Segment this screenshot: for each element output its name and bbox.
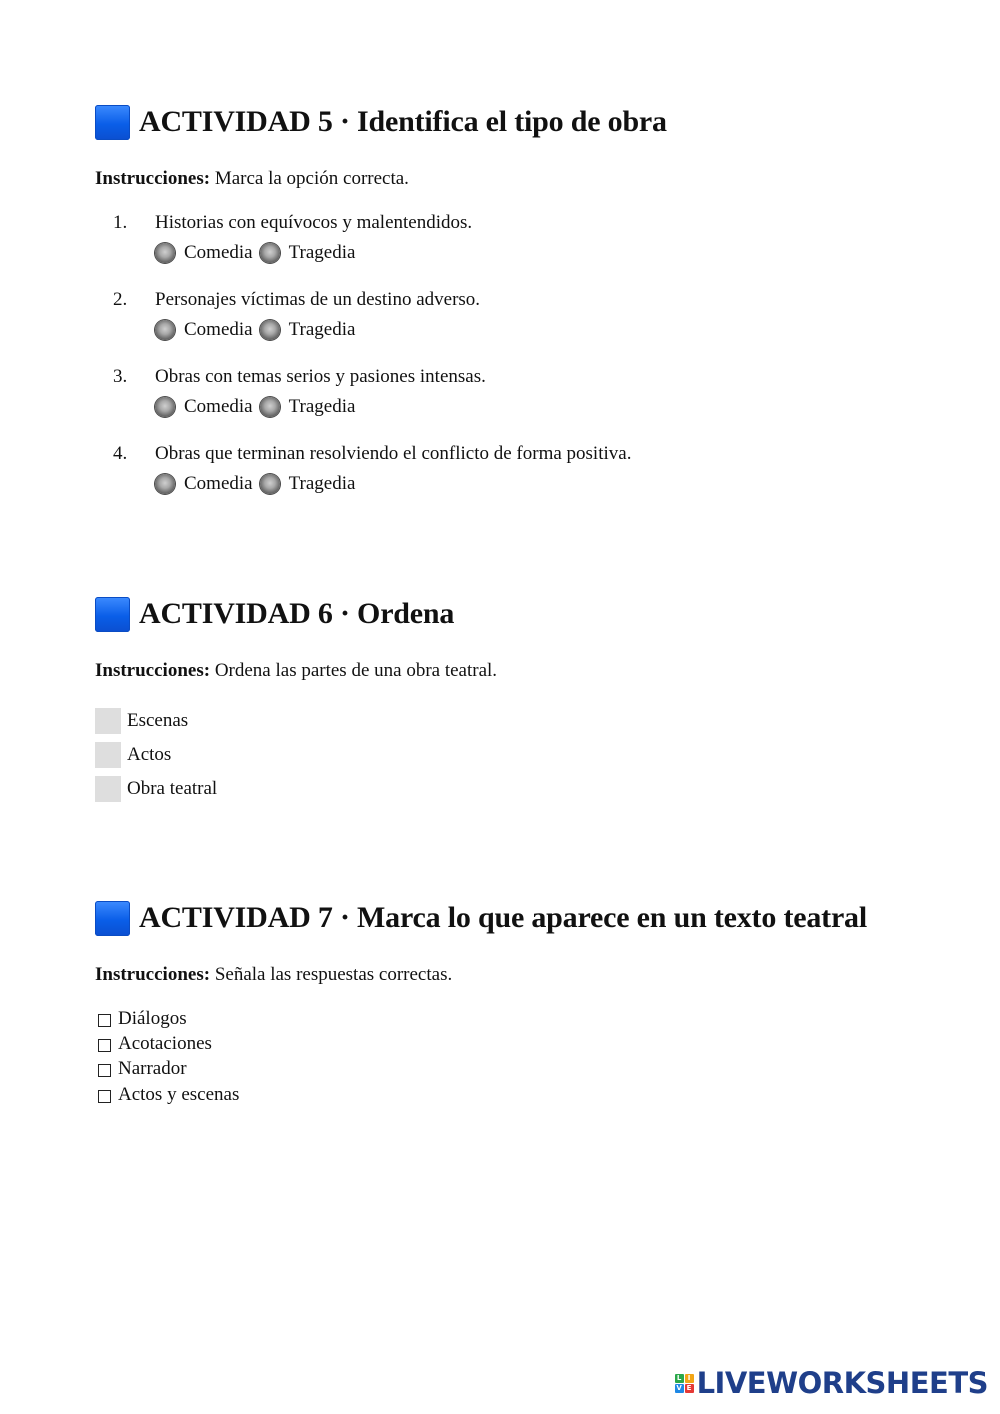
checkbox-item-narrador[interactable]	[95, 1058, 187, 1080]
activity-6-title: ACTIVIDAD 6 · Ordena	[139, 597, 455, 630]
logo-tile-i: I	[685, 1374, 694, 1383]
radio-tragedia[interactable]	[260, 474, 280, 494]
instructions-label: Instrucciones:	[95, 964, 211, 985]
checkbox-item-acotaciones[interactable]	[95, 1033, 212, 1055]
activity-7-section	[95, 898, 955, 1105]
checkbox-item-actos-y-escenas[interactable]	[95, 1084, 239, 1106]
question-number: 4.	[113, 443, 128, 464]
logo-tile-l: L	[675, 1374, 684, 1383]
liveworksheets-logo	[675, 1366, 988, 1400]
option-label-comedia: Comedia	[184, 396, 253, 417]
question-options	[155, 473, 362, 495]
radio-comedia[interactable]	[155, 474, 175, 494]
logo-tile-e: E	[685, 1384, 694, 1393]
option-label-tragedia: Tragedia	[288, 396, 356, 417]
checkbox-label: Diálogos	[118, 1008, 187, 1029]
activity-7-heading	[95, 898, 955, 938]
option-label-tragedia: Tragedia	[288, 319, 356, 340]
checkbox[interactable]	[98, 1014, 111, 1027]
activity-6-instructions	[95, 660, 497, 682]
logo-grid-icon	[675, 1374, 694, 1393]
activity-6-heading	[95, 594, 955, 634]
activity-5-instructions	[95, 168, 409, 190]
order-item-actos[interactable]	[95, 742, 171, 768]
instructions-text: Ordena las partes de una obra teatral.	[210, 660, 498, 681]
instructions-label: Instrucciones:	[95, 168, 211, 189]
activity-7-title: ACTIVIDAD 7 · Marca lo que aparece en un texto teatral	[139, 901, 867, 934]
radio-comedia[interactable]	[155, 243, 175, 263]
option-label-comedia: Comedia	[184, 319, 253, 340]
activity-7-instructions	[95, 964, 452, 986]
question-number: 1.	[113, 212, 128, 233]
option-label-comedia: Comedia	[184, 242, 253, 263]
radio-comedia[interactable]	[155, 320, 175, 340]
instructions-text: Señala las respuestas correctas.	[210, 964, 453, 985]
activity-6-section	[95, 594, 955, 799]
question-options	[155, 396, 362, 418]
logo-tile-v: V	[676, 1383, 682, 1392]
order-item-label: Obra teatral	[127, 778, 218, 799]
checkbox-label: Actos y escenas	[118, 1084, 240, 1105]
option-label-comedia: Comedia	[184, 473, 253, 494]
question-text: Historias con equívocos y malentendidos.	[155, 212, 473, 233]
activity-5-title: ACTIVIDAD 5 · Identifica el tipo de obra	[139, 105, 667, 138]
order-item-label: Escenas	[127, 710, 189, 731]
activity-5-section	[95, 102, 955, 494]
blue-square-icon	[95, 105, 130, 140]
checkbox[interactable]	[98, 1090, 111, 1103]
order-drop-box[interactable]	[95, 776, 121, 802]
question-text: Personajes víctimas de un destino adverso.	[155, 289, 481, 310]
radio-comedia[interactable]	[155, 397, 175, 417]
radio-tragedia[interactable]	[260, 320, 280, 340]
radio-tragedia[interactable]	[260, 397, 280, 417]
checkbox-item-dialogos[interactable]	[95, 1008, 187, 1030]
question-number: 2.	[113, 289, 128, 310]
blue-square-icon	[95, 597, 130, 632]
radio-tragedia[interactable]	[260, 243, 280, 263]
logo-text: LIVEWORKSHEETS	[696, 1366, 988, 1400]
order-item-escenas[interactable]	[95, 708, 188, 734]
checkbox-label: Narrador	[118, 1058, 187, 1079]
instructions-label: Instrucciones:	[95, 660, 211, 681]
checkbox[interactable]	[98, 1064, 111, 1077]
checkbox[interactable]	[98, 1039, 111, 1052]
blue-square-icon	[95, 901, 130, 936]
instructions-text: Marca la opción correcta.	[210, 168, 409, 189]
order-drop-box[interactable]	[95, 742, 121, 768]
question-options	[155, 242, 362, 264]
question-number: 3.	[113, 366, 128, 387]
question-text: Obras que terminan resolviendo el conflicto de forma positiva.	[155, 443, 632, 464]
question-options	[155, 319, 362, 341]
checkbox-label: Acotaciones	[118, 1033, 212, 1054]
option-label-tragedia: Tragedia	[288, 473, 356, 494]
activity-5-heading	[95, 102, 955, 142]
order-drop-box[interactable]	[95, 708, 121, 734]
question-text: Obras con temas serios y pasiones intensas.	[155, 366, 486, 387]
order-item-label: Actos	[127, 744, 172, 765]
order-item-obra-teatral[interactable]	[95, 776, 217, 802]
option-label-tragedia: Tragedia	[288, 242, 356, 263]
